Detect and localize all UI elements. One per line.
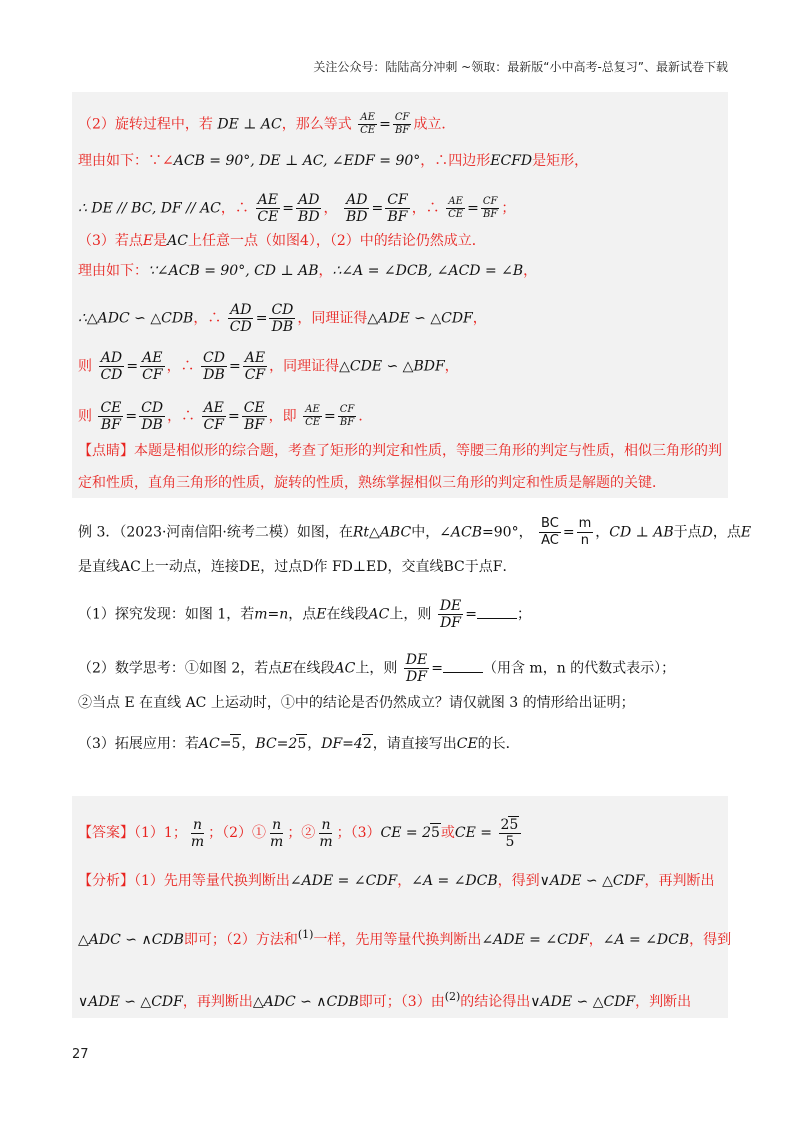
panel1-line-reason2: 理由如下：∵∠ACB = 90°, CD ⊥ AB，∴∠A = ∠DCB, ∠ACD = ∠B， xyxy=(78,263,538,279)
fraction: $\frac{CD}{DB}$ xyxy=(141,400,164,433)
fraction-n-m: $\frac{n}{m}$ xyxy=(270,816,284,850)
fraction-n-m: $\frac{n}{m}$ xyxy=(190,816,205,850)
panel1-line-reason1: 理由如下：∵∠ACB = 90°, DE ⊥ AC, ∠EDF = 90°，∴四边形ECFD是矩形， xyxy=(78,153,589,169)
fraction: $\frac{AD}{BD}$ xyxy=(298,192,320,225)
example3-line4: （2）数学思考：①如图 2，若点E在线段AC上，则 $\frac{DE}{DF}$ = （用含 m，n 的代数式表示）； xyxy=(78,652,676,685)
fraction: $\frac{CE}{BF}$ xyxy=(243,400,265,433)
sqrt-5: 5 xyxy=(297,736,307,752)
fraction: $\frac{AE}{CE}$ xyxy=(360,112,376,136)
fraction: $\frac{CD}{DB}$ xyxy=(271,302,294,335)
panel1-line-3: ∴ DE // BC, DF // AC，∴ $\frac{AE}{CE}$ = $\frac{AD}{BD}$ ， $\frac{AD}{BD}$ = $\frac{CF}{BF}$ ，∴ $\frac{AE}{CE}$ = $\frac{CF}{BF}$ ； xyxy=(78,192,516,225)
fraction: $\frac{AE}{CE}$ xyxy=(305,404,321,428)
fraction: $\frac{AE}{CF}$ xyxy=(142,350,163,383)
panel1-line-p2: （2）旋转过程中，若 DE ⊥ AC，那么等式 $\frac{AE}{CE}$ = $\frac{CF}{BF}$ 成立． xyxy=(78,112,456,136)
answer-line: 【答案】（1）1； $\frac{n}{m}$ ；（2）① $\frac{n}{m}$ ；② $\frac{n}{m}$ ；（3）CE = 25或CE = $\frac{25}{5}$ xyxy=(78,816,523,850)
panel1-line-6: ∴△ADC ∽ △CDB，∴ $\frac{AD}{CD}$ = $\frac{CD}{DB}$ ，同理证得△ADE ∽ △CDF， xyxy=(78,302,487,335)
panel1-line-p3: （3）若点E是AC上任意一点（如图4），（2）中的结论仍然成立． xyxy=(78,233,486,249)
panel1-line-7: 则 $\frac{AD}{CD}$ = $\frac{AE}{CF}$ ，∴ $\frac{CD}{DB}$ = $\frac{AE}{CF}$ ，同理证得△CDE ∽ △BDF， xyxy=(78,350,459,383)
example3-line2: 是直线AC上一动点，连接DE，过点D作 FD⊥ED，交直线BC于点F． xyxy=(78,559,517,575)
sqrt-5: 5 xyxy=(231,736,241,752)
fraction-bc-ac: $\frac{BC}{AC}$ xyxy=(541,516,559,548)
fraction-de-df: $\frac{DE}{DF}$ xyxy=(405,652,428,685)
analysis-line2: △ADC ∽ ∧CDB即可；（2）方法和$^{(1)}$一样，先用等量代换判断出∠ADE = ∠CDF，∠A = ∠DCB，得到 xyxy=(78,928,732,948)
analysis-line1: 【分析】（1）先用等量代换判断出∠ADE = ∠CDF，∠A = ∠DCB，得到∨ADE ∽ △CDF，再判断出 xyxy=(78,873,715,889)
fraction-m-n: $\frac{m}{n}$ xyxy=(578,516,592,548)
fraction: $\frac{AE}{CE}$ xyxy=(257,192,279,225)
fraction-2sqrt5-5: $\frac{25}{5}$ xyxy=(499,816,522,850)
fraction: $\frac{CF}{BF}$ xyxy=(394,112,410,136)
panel1-comment-line2: 定和性质，直角三角形的性质，旋转的性质，熟练掌握相似三角形的判定和性质是解题的关键． xyxy=(78,475,666,491)
panel1-line-8: 则 $\frac{CE}{BF}$ = $\frac{CD}{DB}$ ，∴ $\frac{AE}{CF}$ = $\frac{CE}{BF}$ ，即 $\frac{AE}{CE}$ = $\frac{CF}{BF}$ ． xyxy=(78,400,373,433)
fraction: $\frac{CF}{BF}$ xyxy=(387,192,408,225)
panel1-comment-line1: 【点睛】本题是相似形的综合题，考查了矩形的判定和性质，等腰三角形的判定与性质，相似三角形的判 xyxy=(78,443,722,459)
fraction: $\frac{AE}{CF}$ xyxy=(244,350,266,383)
answer-blank-1 xyxy=(477,606,517,619)
example3-line1: 例 3．（2023·河南信阳·统考二模）如图，在Rt△ABC中，∠ACB=90°， $\frac{BC}{AC}$ = $\frac{m}{n}$ ，CD ⊥ AB于点D，点E xyxy=(78,516,752,548)
fraction-de-df: $\frac{DE}{DF}$ xyxy=(439,598,462,631)
sqrt-2: 2 xyxy=(362,736,372,752)
fraction: $\frac{AD}{CD}$ xyxy=(229,302,252,335)
fraction: $\frac{CE}{BF}$ xyxy=(100,400,122,433)
fraction: $\frac{CD}{DB}$ xyxy=(203,350,225,383)
sqrt-5: 5 xyxy=(431,825,440,841)
example3-line5: ②当点 E 在直线 AC 上运动时，①中的结论是否仍然成立？请仅就图 3 的情形给出证明； xyxy=(78,695,635,711)
example3-line6: （3）拓展应用：若AC=5，BC=25，DF=42，请直接写出CE的长． xyxy=(78,736,520,752)
fraction: $\frac{AD}{CD}$ xyxy=(100,350,123,383)
fraction: $\frac{CF}{BF}$ xyxy=(339,404,355,428)
fraction: $\frac{AE}{CF}$ xyxy=(203,400,224,433)
page-header: 关注公众号：陆陆高分冲刺 ~领取：最新版“小中高考-总复习”、最新试卷下载 xyxy=(313,60,728,74)
fraction: $\frac{CF}{BF}$ xyxy=(482,196,498,220)
fraction: $\frac{AD}{BD}$ xyxy=(346,192,368,225)
analysis-line3: ∨ADE ∽ △CDF，再判断出△ADC ∽ ∧CDB即可；（3）由$^{(2)}$的结论得出∨ADE ∽ △CDF，判断出 xyxy=(78,990,692,1010)
answer-blank-2 xyxy=(443,660,483,673)
page-number: 27 xyxy=(72,1047,89,1062)
example3-line3: （1）探究发现：如图 1，若m=n，点E在线段AC上，则 $\frac{DE}{DF}$ = ； xyxy=(78,598,531,631)
fraction-n-m: $\frac{n}{m}$ xyxy=(319,816,333,850)
fraction: $\frac{AE}{CE}$ xyxy=(448,196,464,220)
